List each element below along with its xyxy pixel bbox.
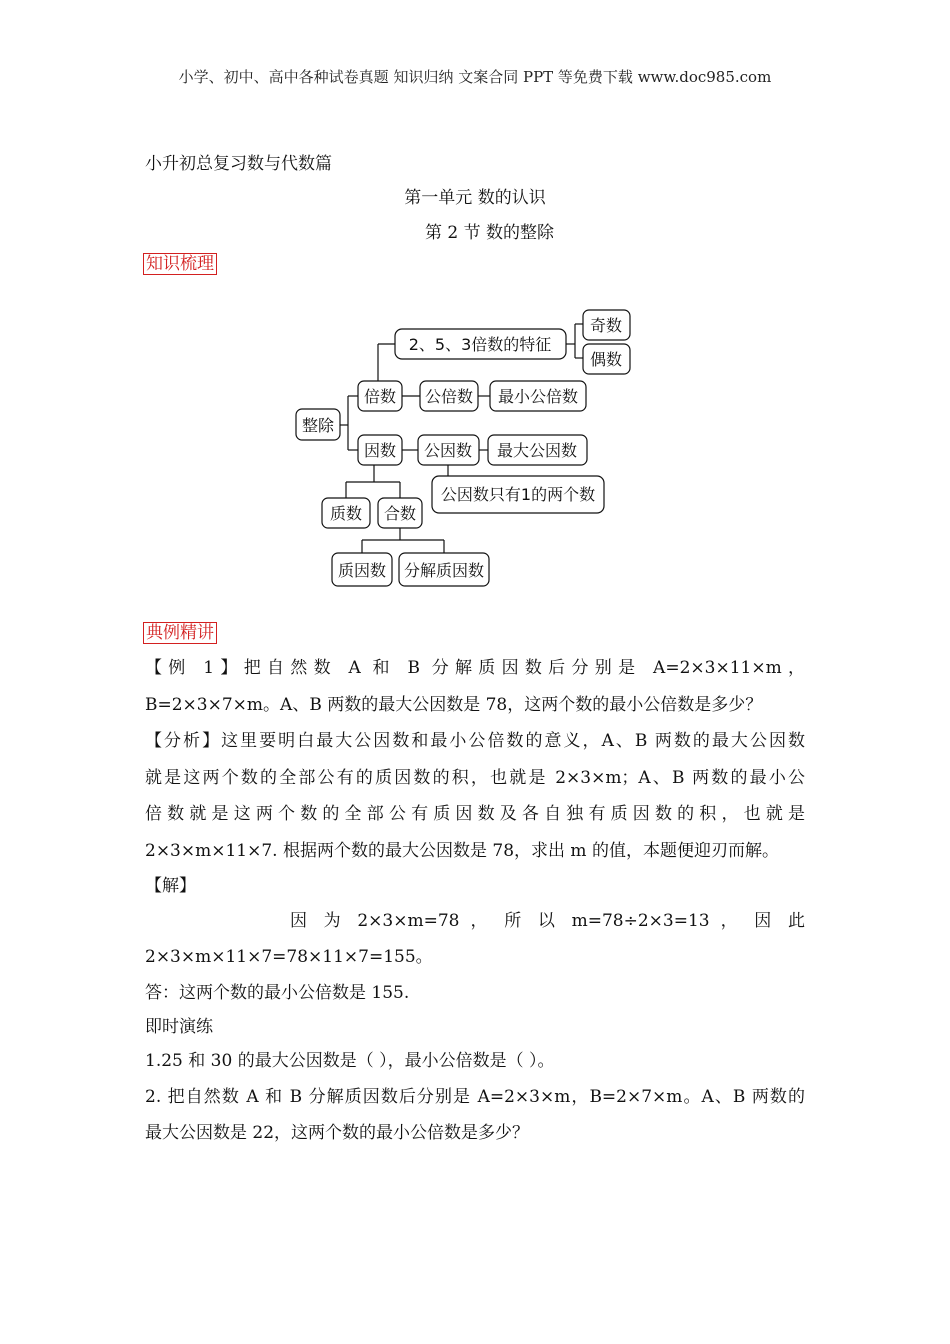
label-even: 偶数 (589, 350, 623, 369)
label-factorization: 分解质因数 (403, 561, 485, 580)
answer-line: 答：这两个数的最小公倍数是 155. (145, 983, 410, 1003)
label-prime: 质数 (329, 504, 363, 523)
knowledge-tag: 知识梳理 (143, 253, 217, 275)
example-line-2: B=2×3×7×m。A、B 两数的最大公因数是 78，这两个数的最小公倍数是多少？ (145, 695, 763, 715)
analysis-line-2: 就是这两个数的全部公有的质因数的积，也就是 2×3×m；A、B 两数的最小公 (145, 768, 805, 788)
practice-question-2-line-1: 2. 把自然数 A 和 B 分解质因数后分别是 A=2×3×m，B=2×7×m。A、B 两数的 (145, 1087, 805, 1107)
example-line-1: 【例 1】把自然数 A 和 B 分解质因数后分别是 A=2×3×11×m， (145, 658, 805, 678)
label-multiple-features: 2、5、3倍数的特征 (408, 335, 552, 354)
label-composite: 合数 (383, 504, 417, 523)
analysis-line-4: 2×3×m×11×7. 根据两个数的最大公因数是 78，求出 m 的值，本题便迎刃而解。 (145, 841, 779, 861)
label-prime-factor: 质因数 (337, 561, 387, 580)
examples-tag: 典例精讲 (143, 622, 217, 644)
unit-title: 第一单元 数的认识 (404, 188, 546, 208)
label-factors: 因数 (363, 441, 397, 460)
solution-line-1: 因 为 2×3×m=78 ， 所 以 m=78÷2×3=13 ， 因 此 (290, 911, 805, 931)
practice-question-1: 1.25 和 30 的最大公因数是（ ），最小公倍数是（ ）。 (145, 1051, 555, 1071)
analysis-line-3: 倍数就是这两个数的全部公有质因数及各自独有质因数的积，也就是 (145, 804, 805, 824)
label-common-factor: 公因数 (423, 441, 473, 460)
analysis-line-1: 【分析】这里要明白最大公因数和最小公倍数的意义，A、B 两数的最大公因数 (145, 731, 805, 751)
label-multiples: 倍数 (363, 387, 397, 406)
document-title: 小升初总复习数与代数篇 (145, 154, 332, 174)
section-title: 第 2 节 数的整除 (425, 223, 555, 243)
practice-title: 即时演练 (145, 1017, 213, 1037)
label-gcd: 最大公因数 (496, 441, 578, 460)
solution-label: 【解】 (145, 876, 196, 896)
solution-line-2: 2×3×m×11×7=78×11×7=155。 (145, 947, 433, 967)
practice-question-2-line-2: 最大公因数是 22，这两个数的最小公倍数是多少？ (145, 1123, 530, 1143)
label-common-multiple: 公倍数 (424, 387, 474, 406)
label-odd: 奇数 (589, 316, 623, 335)
label-lcm: 最小公倍数 (497, 387, 579, 406)
label-coprime: 公因数只有1的两个数 (440, 485, 596, 504)
page-header: 小学、初中、高中各种试卷真题 知识归纳 文案合同 PPT 等免费下载 www.doc985.com (178, 68, 772, 86)
label-root: 整除 (301, 416, 335, 435)
concept-diagram (0, 0, 950, 600)
